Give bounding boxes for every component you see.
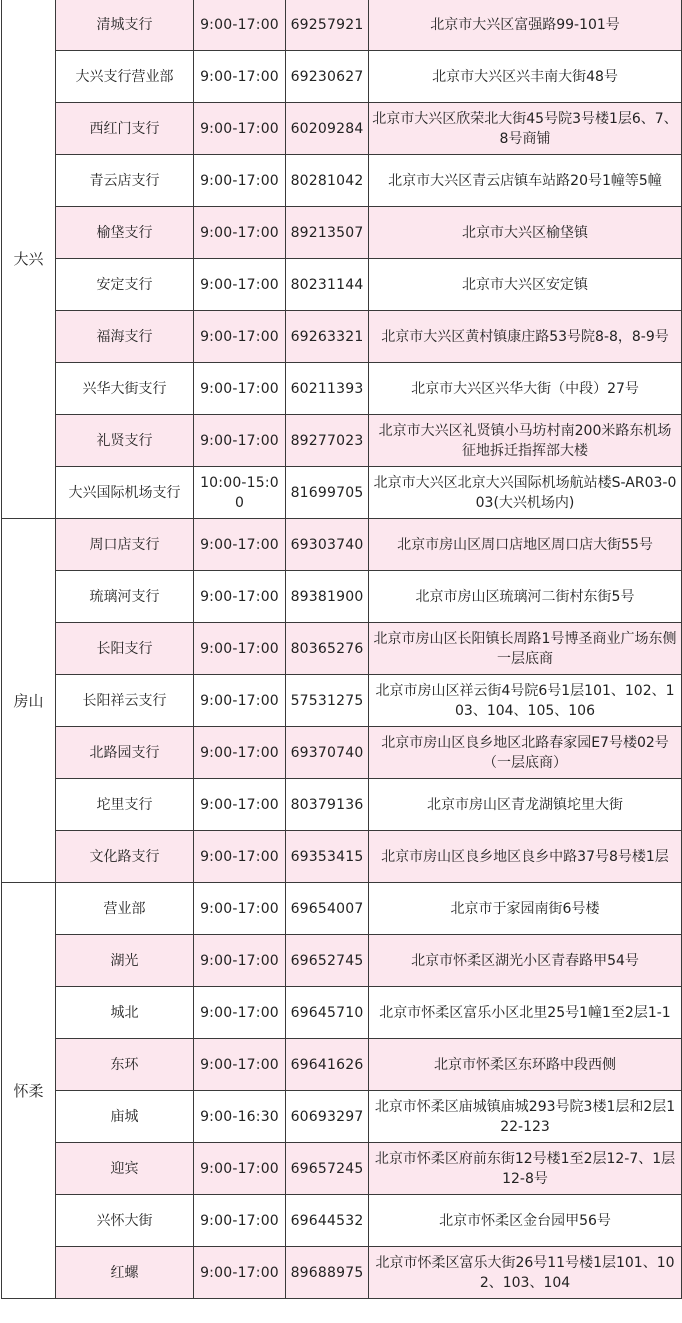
business-hours-cell: 9:00-17:00 [194,1143,286,1195]
address-cell: 北京市怀柔区湖光小区青春路甲54号 [369,935,682,987]
address-cell: 北京市大兴区黄村镇康庄路53号院8-8，8-9号 [369,311,682,363]
phone-number-cell: 89277023 [286,415,369,467]
table-row [2,1039,682,1091]
business-hours-cell: 9:00-17:00 [194,363,286,415]
branch-name-cell: 榆垡支行 [56,207,194,259]
phone-number-cell: 60693297 [286,1091,369,1143]
branch-name-cell: 红螺 [56,1247,194,1299]
branch-name-cell: 迎宾 [56,1143,194,1195]
table-row [2,831,682,883]
phone-number-cell: 80379136 [286,779,369,831]
address-cell: 北京市大兴区兴华大街（中段）27号 [369,363,682,415]
business-hours-cell: 9:00-17:00 [194,623,286,675]
address-cell: 北京市大兴区礼贤镇小马坊村南200米路东机场征地拆迁指挥部大楼 [369,415,682,467]
business-hours-cell: 9:00-17:00 [194,51,286,103]
branch-name-cell: 大兴支行营业部 [56,51,194,103]
phone-number-cell: 69652745 [286,935,369,987]
phone-number-cell: 69645710 [286,987,369,1039]
business-hours-cell: 9:00-17:00 [194,779,286,831]
table-row [2,1195,682,1247]
address-cell: 北京市大兴区富强路99-101号 [369,0,682,51]
phone-number-cell: 69657245 [286,1143,369,1195]
branch-name-cell: 琉璃河支行 [56,571,194,623]
address-cell: 北京市大兴区北京大兴国际机场航站楼S-AR03-003(大兴机场内) [369,467,682,519]
phone-number-cell: 69230627 [286,51,369,103]
branch-name-cell: 城北 [56,987,194,1039]
business-hours-cell: 9:00-17:00 [194,415,286,467]
table-row [2,363,682,415]
region-cell: 房山 [2,519,56,883]
branch-table-body [2,0,682,1299]
phone-number-cell: 60209284 [286,103,369,155]
table-row [2,467,682,519]
branch-name-cell: 大兴国际机场支行 [56,467,194,519]
table-row [2,935,682,987]
business-hours-cell: 9:00-17:00 [194,207,286,259]
phone-number-cell: 89213507 [286,207,369,259]
address-cell: 北京市房山区良乡地区良乡中路37号8号楼1层 [369,831,682,883]
table-row [2,207,682,259]
address-cell: 北京市大兴区欣荣北大街45号院3号楼1层6、7、8号商铺 [369,103,682,155]
phone-number-cell: 69353415 [286,831,369,883]
business-hours-cell: 9:00-17:00 [194,935,286,987]
table-row [2,0,682,51]
branch-name-cell: 文化路支行 [56,831,194,883]
address-cell: 北京市大兴区青云店镇车站路20号1幢等5幢 [369,155,682,207]
business-hours-cell: 9:00-17:00 [194,727,286,779]
phone-number-cell: 80365276 [286,623,369,675]
business-hours-cell: 9:00-17:00 [194,155,286,207]
business-hours-cell: 9:00-17:00 [194,883,286,935]
table-row [2,155,682,207]
table-row [2,259,682,311]
phone-number-cell: 89381900 [286,571,369,623]
branch-name-cell: 营业部 [56,883,194,935]
branch-name-cell: 兴怀大街 [56,1195,194,1247]
phone-number-cell: 69370740 [286,727,369,779]
branch-name-cell: 兴华大街支行 [56,363,194,415]
address-cell: 北京市房山区青龙湖镇坨里大街 [369,779,682,831]
table-row [2,1247,682,1299]
address-cell: 北京市怀柔区府前东街12号楼1至2层12-7、1层12-8号 [369,1143,682,1195]
branch-name-cell: 庙城 [56,1091,194,1143]
table-row [2,883,682,935]
business-hours-cell: 9:00-17:00 [194,1195,286,1247]
phone-number-cell: 81699705 [286,467,369,519]
table-row [2,519,682,571]
branch-name-cell: 安定支行 [56,259,194,311]
region-cell: 怀柔 [2,883,56,1299]
address-cell: 北京市大兴区榆垡镇 [369,207,682,259]
phone-number-cell: 69654007 [286,883,369,935]
table-row [2,1143,682,1195]
table-row [2,727,682,779]
branch-name-cell: 清城支行 [56,0,194,51]
table-row [2,51,682,103]
business-hours-cell: 9:00-17:00 [194,987,286,1039]
address-cell: 北京市大兴区安定镇 [369,259,682,311]
address-cell: 北京市房山区良乡地区北路春家园E7号楼02号（一层底商） [369,727,682,779]
branch-name-cell: 西红门支行 [56,103,194,155]
table-row [2,415,682,467]
phone-number-cell: 57531275 [286,675,369,727]
business-hours-cell: 9:00-17:00 [194,1247,286,1299]
branch-name-cell: 周口店支行 [56,519,194,571]
address-cell: 北京市怀柔区富乐小区北里25号1幢1至2层1-1 [369,987,682,1039]
table-row [2,623,682,675]
address-cell: 北京市怀柔区东环路中段西侧 [369,1039,682,1091]
business-hours-cell: 9:00-17:00 [194,571,286,623]
address-cell: 北京市房山区周口店地区周口店大街55号 [369,519,682,571]
address-cell: 北京市怀柔区庙城镇庙城293号院3楼1层和2层122-123 [369,1091,682,1143]
business-hours-cell: 9:00-17:00 [194,311,286,363]
table-row [2,571,682,623]
address-cell: 北京市于家园南街6号楼 [369,883,682,935]
business-hours-cell: 9:00-17:00 [194,259,286,311]
business-hours-cell: 9:00-17:00 [194,0,286,51]
branch-name-cell: 福海支行 [56,311,194,363]
phone-number-cell: 69644532 [286,1195,369,1247]
phone-number-cell: 69303740 [286,519,369,571]
address-cell: 北京市大兴区兴丰南大街48号 [369,51,682,103]
table-row [2,311,682,363]
phone-number-cell: 69641626 [286,1039,369,1091]
branch-name-cell: 北路园支行 [56,727,194,779]
address-cell: 北京市怀柔区金台园甲56号 [369,1195,682,1247]
address-cell: 北京市房山区琉璃河二街村东街5号 [369,571,682,623]
phone-number-cell: 80281042 [286,155,369,207]
business-hours-cell: 9:00-17:00 [194,519,286,571]
business-hours-cell: 9:00-16:30 [194,1091,286,1143]
business-hours-cell: 9:00-17:00 [194,831,286,883]
branch-name-cell: 长阳祥云支行 [56,675,194,727]
branch-name-cell: 湖光 [56,935,194,987]
table-row [2,1091,682,1143]
phone-number-cell: 89688975 [286,1247,369,1299]
business-hours-cell: 9:00-17:00 [194,675,286,727]
table-row [2,987,682,1039]
business-hours-cell: 9:00-17:00 [194,103,286,155]
branch-name-cell: 坨里支行 [56,779,194,831]
phone-number-cell: 60211393 [286,363,369,415]
business-hours-cell: 10:00-15:00 [194,467,286,519]
phone-number-cell: 80231144 [286,259,369,311]
phone-number-cell: 69257921 [286,0,369,51]
address-cell: 北京市房山区长阳镇长周路1号博圣商业广场东侧一层底商 [369,623,682,675]
table-row [2,675,682,727]
phone-number-cell: 69263321 [286,311,369,363]
branch-name-cell: 东环 [56,1039,194,1091]
branch-table [1,0,682,1299]
address-cell: 北京市怀柔区富乐大街26号11号楼1层101、102、103、104 [369,1247,682,1299]
branch-name-cell: 青云店支行 [56,155,194,207]
table-row [2,779,682,831]
region-cell: 大兴 [2,0,56,519]
branch-name-cell: 礼贤支行 [56,415,194,467]
branch-name-cell: 长阳支行 [56,623,194,675]
business-hours-cell: 9:00-17:00 [194,1039,286,1091]
table-row [2,103,682,155]
address-cell: 北京市房山区祥云街4号院6号1层101、102、103、104、105、106 [369,675,682,727]
